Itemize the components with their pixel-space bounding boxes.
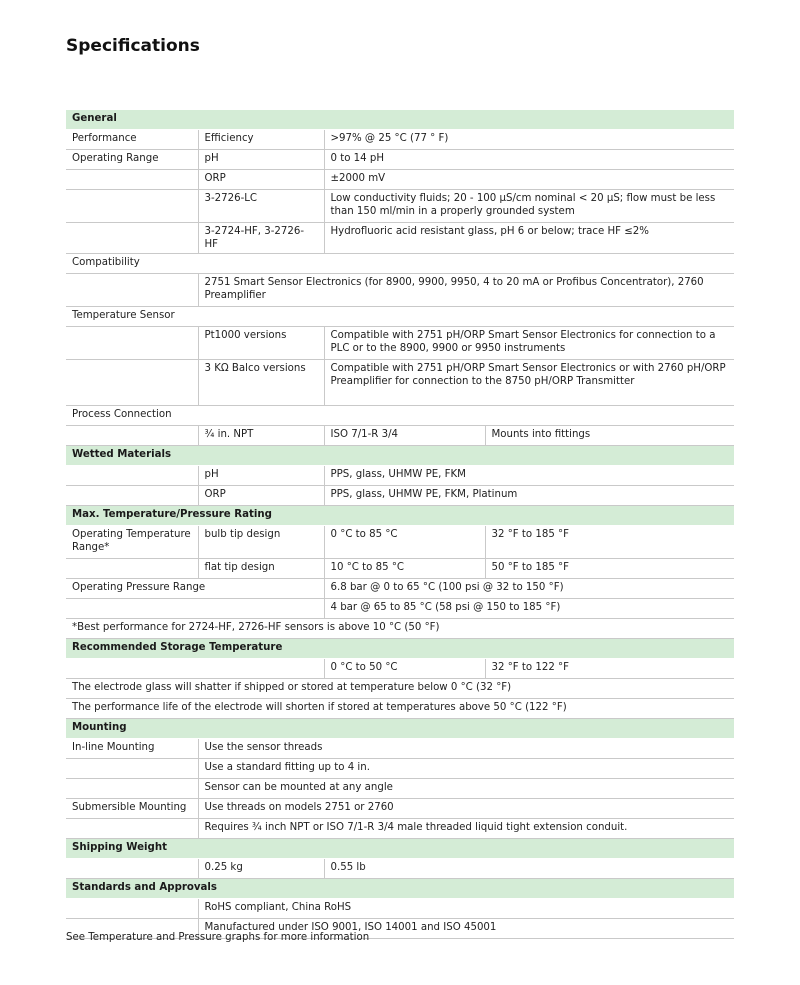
row-value: 0 °C to 50 °C [324, 659, 485, 679]
row-label [66, 599, 324, 619]
row-value: Sensor can be mounted at any angle [198, 779, 734, 799]
section-header: Max. Temperature/Pressure Rating [66, 506, 734, 526]
row-value: 6.8 bar @ 0 to 65 °C (100 psi @ 32 to 150 °F) [324, 579, 734, 599]
row-value: Use the sensor threads [198, 739, 734, 759]
section-mounting [66, 719, 734, 739]
row-value: ±2000 mV [324, 170, 734, 190]
row-label [66, 759, 198, 779]
row-value: Manufactured under ISO 9001, ISO 14001 and ISO 45001 [198, 919, 734, 939]
table-row [66, 130, 734, 150]
row-value: Low conductivity fluids; 20 - 100 µS/cm nominal < 20 µS; flow must be less than 150 ml/min in a properly grounded system [324, 190, 734, 223]
section-shipping-weight [66, 839, 734, 859]
table-row [66, 659, 734, 679]
table-row [66, 274, 734, 307]
table-row [66, 307, 734, 327]
row-value: 10 °C to 85 °C [324, 559, 485, 579]
row-value: PPS, glass, UHMW PE, FKM, Platinum [324, 486, 734, 506]
table-row [66, 679, 734, 699]
row-label [66, 327, 198, 360]
row-value: Compatible with 2751 pH/ORP Smart Sensor Electronics for connection to a PLC or to the 8900, 9900 or 9950 instruments [324, 327, 734, 360]
section-general [66, 110, 734, 130]
section-header: Mounting [66, 719, 734, 739]
row-label: Compatibility [66, 254, 734, 274]
specifications-table [66, 110, 734, 939]
row-sublabel: 3-2726-LC [198, 190, 324, 223]
section-header: Recommended Storage Temperature [66, 639, 734, 659]
row-label [66, 274, 198, 307]
page-title: Specifications [66, 36, 200, 56]
footnote-row: *Best performance for 2724-HF, 2726-HF sensors is above 10 °C (50 °F) [66, 619, 734, 639]
row-sublabel: 3-2724-HF, 3-2726-HF [198, 223, 324, 254]
row-label [66, 859, 198, 879]
section-header: General [66, 110, 734, 130]
row-label [66, 223, 198, 254]
row-value: Requires ¾ inch NPT or ISO 7/1-R 3/4 male threaded liquid tight extension conduit. [198, 819, 734, 839]
section-header: Standards and Approvals [66, 879, 734, 899]
section-max-temperature-pressure [66, 506, 734, 526]
row-label [66, 486, 198, 506]
table-row [66, 819, 734, 839]
table-row [66, 859, 734, 879]
row-label [66, 190, 198, 223]
row-value: Compatible with 2751 pH/ORP Smart Sensor Electronics or with 2760 pH/ORP Preamplifier for connection to the 8750 pH/ORP Transmitter [324, 360, 734, 406]
section-header: Shipping Weight [66, 839, 734, 859]
table-row [66, 759, 734, 779]
row-value: 0 °C to 85 °C [324, 526, 485, 559]
row-label [66, 559, 198, 579]
row-note: Mounts into fittings [485, 426, 734, 446]
table-row [66, 426, 734, 446]
table-row [66, 799, 734, 819]
row-label [66, 899, 198, 919]
row-sublabel: ¾ in. NPT [198, 426, 324, 446]
table-row [66, 559, 734, 579]
row-label: Performance [66, 130, 198, 150]
row-sublabel: pH [198, 150, 324, 170]
section-storage-temperature [66, 639, 734, 659]
row-label [66, 779, 198, 799]
row-value: 4 bar @ 65 to 85 °C (58 psi @ 150 to 185 °F) [324, 599, 734, 619]
row-sublabel: pH [198, 466, 324, 486]
table-row [66, 739, 734, 759]
row-value: >97% @ 25 °C (77 ° F) [324, 130, 734, 150]
row-value: Use a standard fitting up to 4 in. [198, 759, 734, 779]
row-value-alt: 32 °F to 122 °F [485, 659, 734, 679]
row-label: Temperature Sensor [66, 307, 734, 327]
row-label: Operating Pressure Range [66, 579, 324, 599]
row-sublabel: flat tip design [198, 559, 324, 579]
row-value: PPS, glass, UHMW PE, FKM [324, 466, 734, 486]
row-value: Hydrofluoric acid resistant glass, pH 6 or below; trace HF ≤2% [324, 223, 734, 254]
row-value: 0.25 kg [198, 859, 324, 879]
section-wetted-materials [66, 446, 734, 466]
table-row [66, 406, 734, 426]
table-row [66, 360, 734, 406]
section-header: Wetted Materials [66, 446, 734, 466]
row-value: Use threads on models 2751 or 2760 [198, 799, 734, 819]
row-sublabel: Pt1000 versions [198, 327, 324, 360]
row-sublabel: ORP [198, 486, 324, 506]
row-label: Operating Range [66, 150, 198, 170]
table-row [66, 699, 734, 719]
row-label [66, 426, 198, 446]
note-row: The performance life of the electrode will shorten if stored at temperatures above 50 °C (122 °F) [66, 699, 734, 719]
table-row [66, 190, 734, 223]
table-row [66, 486, 734, 506]
row-label [66, 170, 198, 190]
row-value-alt: 0.55 lb [324, 859, 734, 879]
table-row [66, 526, 734, 559]
row-label: Operating Temperature Range* [66, 526, 198, 559]
table-row [66, 579, 734, 599]
row-value-alt: 32 °F to 185 °F [485, 526, 734, 559]
row-label [66, 360, 198, 406]
footer-note: See Temperature and Pressure graphs for more information [66, 932, 370, 943]
row-sublabel: 3 KΩ Balco versions [198, 360, 324, 406]
table-row [66, 599, 734, 619]
table-row [66, 327, 734, 360]
row-label: Submersible Mounting [66, 799, 198, 819]
row-label [66, 659, 324, 679]
table-row [66, 170, 734, 190]
table-row [66, 619, 734, 639]
table-row [66, 150, 734, 170]
row-value: ISO 7/1-R 3/4 [324, 426, 485, 446]
row-label [66, 466, 198, 486]
table-row [66, 223, 734, 254]
table-row [66, 779, 734, 799]
row-sublabel: bulb tip design [198, 526, 324, 559]
table-row [66, 466, 734, 486]
row-sublabel: ORP [198, 170, 324, 190]
row-sublabel: Efficiency [198, 130, 324, 150]
table-row [66, 254, 734, 274]
table-row [66, 899, 734, 919]
row-value: 2751 Smart Sensor Electronics (for 8900, 9900, 9950, 4 to 20 mA or Profibus Concentrator), 2760 Preamplifier [198, 274, 734, 307]
row-value: 0 to 14 pH [324, 150, 734, 170]
row-value: RoHS compliant, China RoHS [198, 899, 734, 919]
note-row: The electrode glass will shatter if shipped or stored at temperature below 0 °C (32 °F) [66, 679, 734, 699]
row-label [66, 819, 198, 839]
row-value-alt: 50 °F to 185 °F [485, 559, 734, 579]
row-label: Process Connection [66, 406, 734, 426]
row-label: In-line Mounting [66, 739, 198, 759]
section-standards-approvals [66, 879, 734, 899]
